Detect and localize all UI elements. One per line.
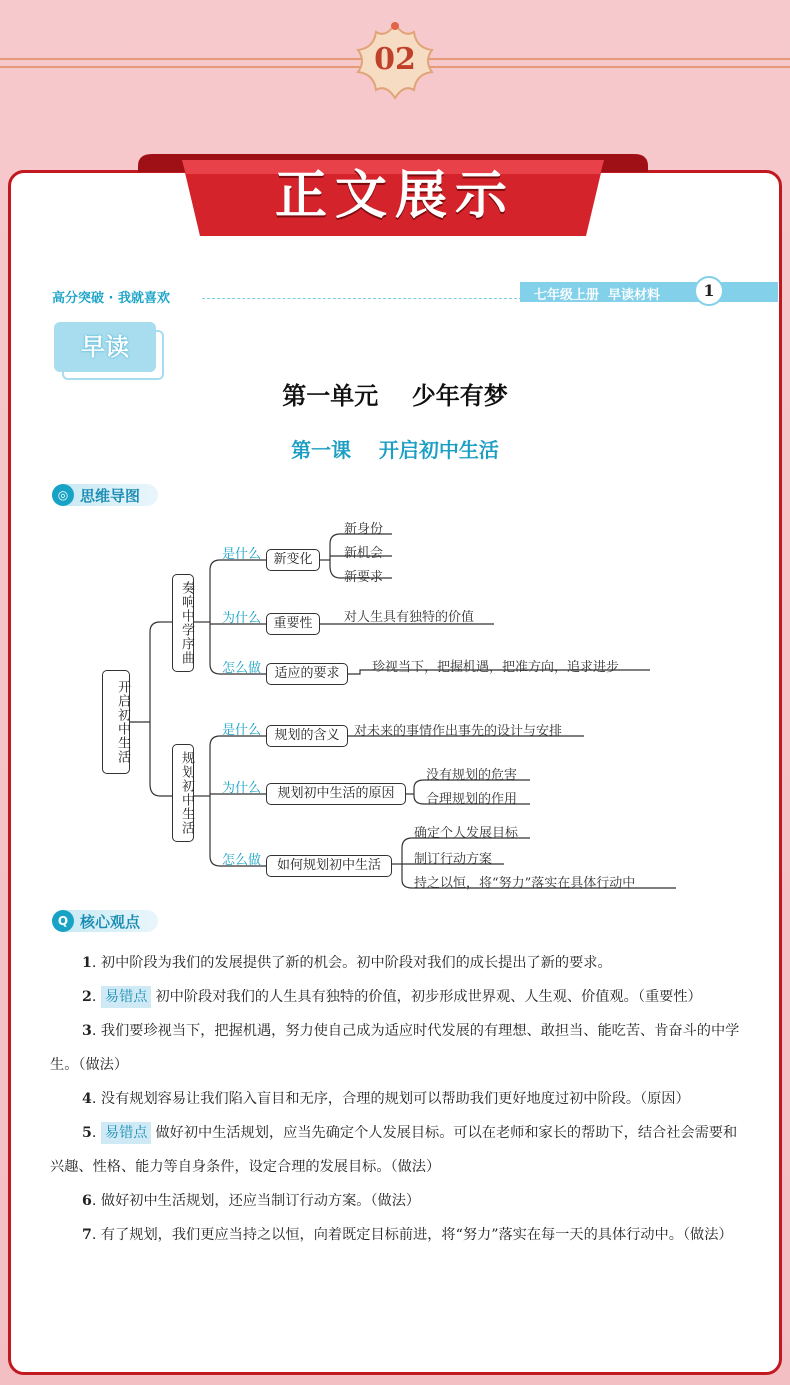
magnifier-icon: Q (52, 910, 74, 932)
unit-title: 第一单元 少年有梦 (282, 381, 508, 410)
mindmap-branch1: 奏响中学序曲 (172, 574, 194, 672)
keypoint-item: 5. 易错点 做好初中生活规划，应当先确定个人发展目标。可以在老师和家长的帮助下，结合社会需要和兴趣、性格、能力等自身条件，设定合理的发展目标。（做法） (50, 1116, 740, 1184)
branch1-node2: 重要性 (266, 613, 320, 635)
branch1-leaf: 对人生具有独特的价值 (344, 610, 475, 625)
branch2-q3: 怎么做 (222, 853, 262, 868)
branch2-node2: 规划初中生活的原因 (266, 783, 406, 805)
keypoint-item: 7. 有了规划，我们更应当持之以恒，向着既定目标前进，将“努力”落实在每一天的具体行动中。（做法） (82, 1227, 733, 1243)
keypoint-item: 6. 做好初中生活规划，还应当制订行动方案。（做法） (82, 1193, 421, 1209)
branch2-leaf: 没有规划的危害 (426, 768, 518, 783)
error-prone-tag: 易错点 (101, 1122, 152, 1144)
branch1-q2: 为什么 (222, 611, 262, 626)
branch1-leaf: 新机会 (344, 546, 384, 561)
branch2-leaf: 对未来的事情作出事先的设计与安排 (354, 724, 563, 739)
branch1-q3: 怎么做 (222, 661, 262, 676)
header-grade: 七年级上册 早读材料 (534, 288, 661, 303)
keypoints-heading: Q 核心观点 (52, 910, 158, 932)
banner-title: 正文展示 (274, 166, 515, 226)
branch2-node3: 如何规划初中生活 (266, 855, 392, 877)
lesson-title: 第一课 开启初中生活 (291, 438, 499, 462)
branch2-leaf: 确定个人发展目标 (414, 826, 519, 841)
keypoint-item: 4. 没有规划容易让我们陷入盲目和无序，合理的规划可以帮助我们更好地度过初中阶段。（原因） (82, 1091, 690, 1107)
mindmap-heading: ◎ 思维导图 (52, 484, 158, 506)
keypoint-item: 2. 易错点 初中阶段对我们的人生具有独特的价值，初步形成世界观、人生观、价值观。（重要性） (50, 980, 740, 1014)
branch1-leaf: 新要求 (344, 570, 384, 585)
header-slogan: 高分突破 · 我就喜欢 (52, 291, 170, 306)
branch2-leaf: 持之以恒，将“努力”落实在具体行动中 (414, 876, 636, 891)
keypoint-item: 3. 我们要珍视当下，把握机遇，努力使自己成为适应时代发展的有理想、敢担当、能吃苦、肯奋斗的中学生。（做法） (50, 1023, 740, 1073)
branch2-node1: 规划的含义 (266, 725, 348, 747)
page-number: 1 (694, 276, 724, 306)
mindmap-root: 开启初中生活 (102, 670, 130, 774)
badge-number: 02 (374, 42, 416, 77)
branch2-q1: 是什么 (222, 723, 262, 738)
branch1-leaf: 珍视当下，把握机遇，把准方向，追求进步 (372, 660, 620, 675)
branch1-node3: 适应的要求 (266, 663, 348, 685)
branch2-leaf: 合理规划的作用 (426, 792, 518, 807)
section-tag: 早读 (54, 322, 156, 372)
branch2-q2: 为什么 (222, 781, 262, 796)
mindmap-icon: ◎ (52, 484, 74, 506)
branch1-node1: 新变化 (266, 549, 320, 571)
branch1-leaf: 新身份 (344, 522, 384, 537)
mindmap-branch2: 规划初中生活 (172, 744, 194, 842)
keypoint-item: 1. 初中阶段为我们的发展提供了新的机会。初中阶段对我们的成长提出了新的要求。 (82, 955, 612, 971)
branch2-leaf: 制订行动方案 (414, 852, 493, 867)
error-prone-tag: 易错点 (101, 986, 152, 1008)
branch1-q1: 是什么 (222, 547, 262, 562)
keypoints-list (50, 946, 740, 1252)
